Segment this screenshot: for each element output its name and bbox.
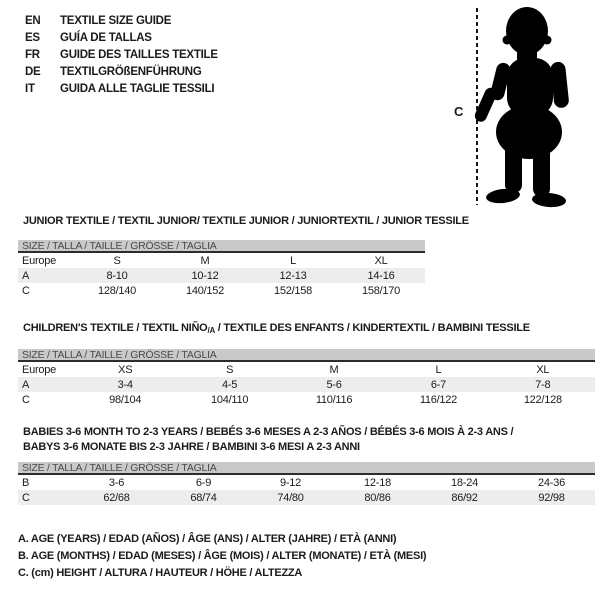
guide-title: GUIDE DES TAILLES TEXTILE bbox=[60, 48, 218, 61]
row-label: C bbox=[22, 491, 30, 504]
size-cell: 12-18 bbox=[364, 476, 391, 489]
language-code: ES bbox=[25, 31, 40, 44]
list-item bbox=[25, 63, 218, 80]
size-cell: 152/158 bbox=[273, 284, 312, 297]
size-cell: 9-12 bbox=[279, 476, 302, 489]
title-line-1: BABIES 3-6 MONTH TO 2-3 YEARS / BEBÉS 3-6 MESES A 2-3 AÑOS / BÉBÉS 3-6 MOIS À 2-3 ANS / bbox=[23, 426, 514, 438]
size-cell: 4-5 bbox=[222, 378, 238, 391]
section-title-babies bbox=[23, 425, 513, 455]
size-cell: 128/140 bbox=[97, 284, 136, 297]
size-cell: 14-16 bbox=[367, 269, 395, 282]
size-cell: 10-12 bbox=[191, 269, 219, 282]
height-measure-label: C bbox=[454, 104, 464, 119]
table-row bbox=[18, 475, 595, 490]
row-label: B bbox=[22, 476, 30, 489]
size-cell: 62/68 bbox=[103, 491, 130, 504]
row-label: A bbox=[22, 378, 30, 391]
row-label: Europe bbox=[22, 254, 56, 267]
size-cell: 6-9 bbox=[195, 476, 212, 489]
baby-silhouette-icon bbox=[470, 0, 600, 215]
row-label: Europe bbox=[22, 363, 56, 376]
guide-title: TEXTILE SIZE GUIDE bbox=[60, 14, 172, 27]
size-cell: 140/152 bbox=[185, 284, 224, 297]
guide-title: GUÍA DE TALLAS bbox=[60, 31, 152, 44]
size-cell: 68/74 bbox=[190, 491, 217, 504]
size-cell: 122/128 bbox=[523, 393, 562, 406]
section-title-children bbox=[23, 321, 530, 338]
size-cell: 12-13 bbox=[279, 269, 307, 282]
list-item bbox=[25, 29, 218, 46]
footnote-legend bbox=[18, 531, 426, 582]
list-item bbox=[25, 12, 218, 29]
language-code: DE bbox=[25, 65, 41, 78]
size-cell: S bbox=[113, 254, 121, 267]
size-cell: 110/116 bbox=[315, 393, 353, 406]
title-text: / TEXTILE DES ENFANTS / KINDERTEXTIL / BAMBINI TESSILE bbox=[214, 322, 530, 334]
table-row bbox=[18, 362, 595, 377]
size-header-bar: SIZE / TALLA / TAILLE / GRÖSSE / TAGLIA bbox=[18, 349, 595, 362]
size-header-bar: SIZE / TALLA / TAILLE / GRÖSSE / TAGLIA bbox=[18, 240, 425, 253]
row-label: C bbox=[22, 393, 30, 406]
footnote-b: B. AGE (MONTHS) / EDAD (MESES) / ÂGE (MOIS) / ALTER (MONATE) / ETÀ (MESI) bbox=[18, 550, 427, 562]
size-cell: 116/122 bbox=[419, 393, 458, 406]
babies-size-table bbox=[18, 462, 595, 505]
size-cell: 104/110 bbox=[211, 393, 249, 406]
size-cell: L bbox=[290, 254, 296, 267]
size-cell: 98/104 bbox=[109, 393, 142, 406]
title-line-2: BABYS 3-6 MONATE BIS 2-3 JAHRE / BAMBINI 3-6 MESI A 2-3 ANNI bbox=[23, 441, 360, 453]
size-cell: 80/86 bbox=[364, 491, 391, 504]
section-title-junior: JUNIOR TEXTILE / TEXTIL JUNIOR/ TEXTILE JUNIOR / JUNIORTEXTIL / JUNIOR TESSILE bbox=[23, 215, 469, 227]
size-cell: 7-8 bbox=[535, 378, 551, 391]
language-code: FR bbox=[25, 48, 40, 61]
row-label: A bbox=[22, 269, 30, 282]
guide-title: TEXTILGRÖßENFÜHRUNG bbox=[60, 65, 202, 78]
language-code: EN bbox=[25, 14, 41, 27]
size-header-bar: SIZE / TALLA / TAILLE / GRÖSSE / TAGLIA bbox=[18, 462, 595, 475]
footnote-c: C. (cm) HEIGHT / ALTURA / HAUTEUR / HÖHE / ALTEZZA bbox=[18, 567, 303, 579]
size-cell: 92/98 bbox=[538, 491, 565, 504]
size-cell: 86/92 bbox=[451, 491, 478, 504]
table-row bbox=[18, 377, 595, 392]
table-row bbox=[18, 268, 425, 283]
children-size-table bbox=[18, 349, 595, 407]
size-cell: S bbox=[226, 363, 234, 376]
language-title-list bbox=[25, 12, 218, 97]
row-label: C bbox=[22, 284, 30, 297]
table-row bbox=[18, 392, 595, 407]
size-cell: 158/170 bbox=[361, 284, 400, 297]
size-cell: 3-4 bbox=[117, 378, 133, 391]
size-cell: 24-36 bbox=[538, 476, 565, 489]
size-cell: XL bbox=[374, 254, 388, 267]
list-item bbox=[25, 46, 218, 63]
size-cell: L bbox=[435, 363, 442, 376]
table-row bbox=[18, 283, 425, 298]
junior-size-table bbox=[18, 240, 425, 298]
title-subscript: /A bbox=[207, 326, 215, 335]
list-item bbox=[25, 80, 218, 97]
size-cell: M bbox=[200, 254, 210, 267]
size-cell: 5-6 bbox=[326, 378, 342, 391]
size-cell: M bbox=[329, 363, 339, 376]
size-cell: 18-24 bbox=[451, 476, 478, 489]
size-cell: XL bbox=[536, 363, 550, 376]
guide-title: GUIDA ALLE TAGLIE TESSILI bbox=[60, 82, 215, 95]
size-cell: XS bbox=[118, 363, 133, 376]
size-cell: 6-7 bbox=[430, 378, 446, 391]
table-row bbox=[18, 490, 595, 505]
table-row bbox=[18, 253, 425, 268]
footnote-a: A. AGE (YEARS) / EDAD (AÑOS) / ÂGE (ANS) / ALTER (JAHRE) / ETÀ (ANNI) bbox=[18, 533, 397, 545]
size-cell: 74/80 bbox=[277, 491, 304, 504]
language-code: IT bbox=[25, 82, 35, 95]
height-measure-figure bbox=[440, 0, 600, 215]
size-cell: 3-6 bbox=[108, 476, 125, 489]
title-text: CHILDREN'S TEXTILE / TEXTIL NIÑO bbox=[23, 322, 208, 334]
size-cell: 8-10 bbox=[106, 269, 128, 282]
